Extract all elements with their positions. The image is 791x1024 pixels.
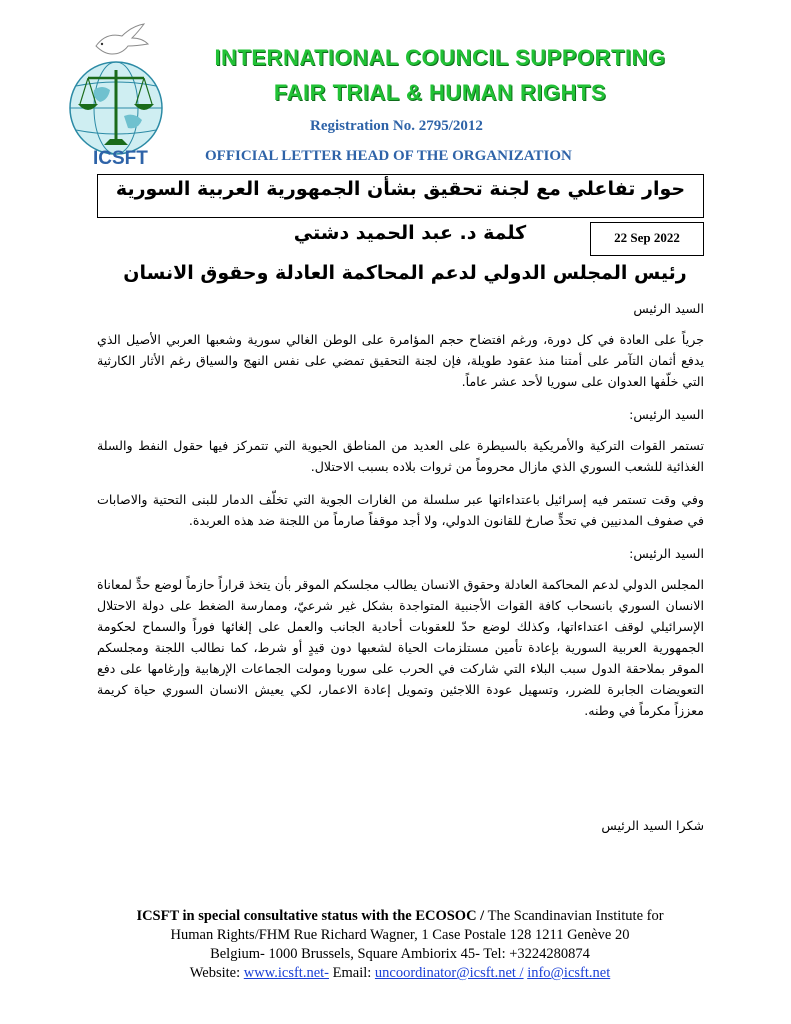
official-letterhead-label: OFFICIAL LETTER HEAD OF THE ORGANIZATION [205, 148, 572, 164]
body-paragraph: جرياً على العادة في كل دورة، ورغم افتضاح حجم المؤامرة على الوطن الغالي سورية وشعبها العربي الأصيل الذي يدفع أثمان التآمر على أمتنا منذ عقود طويلة، فإن لجنة التحقيق تمضي على نفس النهج والسياق رغم الأثار الكارثية التي خلّفها العدوان على سوريا لأحد عشر عاماً. [97, 332, 704, 389]
org-title-line2: FAIR TRIAL & HUMAN RIGHTS [273, 80, 607, 105]
footer-line1 [80, 907, 720, 926]
letter-body [97, 298, 704, 733]
closing-thanks: شكرا السيد الرئيس [601, 818, 704, 833]
org-title-line1: INTERNATIONAL COUNCIL SUPPORTING [214, 45, 666, 70]
footer-address-line: Human Rights/FHM Rue Richard Wagner, 1 Case Postale 128 1211 Genève 20 [170, 927, 630, 943]
salutation: السيد الرئيس: [629, 546, 704, 561]
footer-contact-line [80, 964, 720, 983]
footer-institute: The Scandinavian Institute for [484, 908, 664, 924]
website-label: Website: [189, 965, 244, 981]
org-abbreviation: ICSFT [93, 148, 148, 169]
body-paragraph: المجلس الدولي لدعم المحاكمة العادلة وحقوق الانسان يطالب مجلسكم الموقر بأن يتخذ قراراً حازماً لوضع حدٍّ لمعاناة الانسان السوري بانسحاب كافة القوات الأجنبية المتواجدة بشكل غير شرعيّ، وممارسة الضغط على دولة الاحتلال الإسرائيلي لوقف اعتداءاتها، وكذلك لوضع حدّ للعقوبات أحادية الجانب والعمل على إلغائها فوراً والسماح لحكومة الجمهورية العربية السورية بإعادة تأمين مستلزمات الحياة لشعبها دون قيدٍ أو شرط، كما نطالب اللجنة ومجلسكم الموقر بملاحقة الدول سبب البلاء التي شاركت في الحرب على سوريا ومولت الجماعات الإرهابية وإرغامها على دفع التعويضات الجابرة للضرر، وتسهيل عودة اللاجئين وتمويل إعادة الاعمار، لكي يعيش الانسان السوري حياة كريمة معززاً مكرماً في وطنه. [97, 577, 704, 718]
salutation: السيد الرئيس: [629, 407, 704, 422]
document-date: 22 Sep 2022 [614, 230, 680, 245]
speaker-position: رئيس المجلس الدولي لدعم المحاكمة العادلة وحقوق الانسان [123, 262, 687, 284]
body-paragraph: وفي وقت تستمر فيه إسرائيل باعتداءاتها عبر سلسلة من الغارات الجوية التي تخلّف الدمار للبنى التحتية والاصابات في صفوف المدنيين في تحدٍّ صارخ للقانون الدولي، ولا أجد موقفاً صارماً من اللجنة ضد هذه العربدة. [97, 492, 704, 528]
email-label: Email: [329, 965, 375, 981]
speaker-heading: كلمة د. عبد الحميد دشتي [293, 222, 527, 244]
registration-number: Registration No. 2795/2012 [310, 118, 483, 134]
document-title: حوار تفاعلي مع لجنة تحقيق بشأن الجمهورية العربية السورية [115, 178, 686, 200]
footer-address-line: Belgium- 1000 Brussels, Square Ambiorix 45- Tel: +3224280874 [210, 946, 590, 962]
body-paragraph: تستمر القوات التركية والأمريكية بالسيطرة على العديد من المناطق الحيوية التي تتمركز فيها حقول النفط والسلة الغذائية للشعب السوري الذي مازال محروماً من ثروات بلاده بسبب الاحتلال. [97, 438, 704, 474]
footer [80, 907, 720, 983]
salutation: السيد الرئيس [633, 301, 704, 316]
website-link[interactable]: www.icsft.net- [243, 965, 329, 981]
email-link-uncoordinator[interactable]: uncoordinator@icsft.net / [374, 965, 524, 981]
footer-consultative-status: ICSFT in special consultative status with the ECOSOC / [136, 908, 485, 924]
email-link-info[interactable]: info@icsft.net [527, 965, 611, 981]
